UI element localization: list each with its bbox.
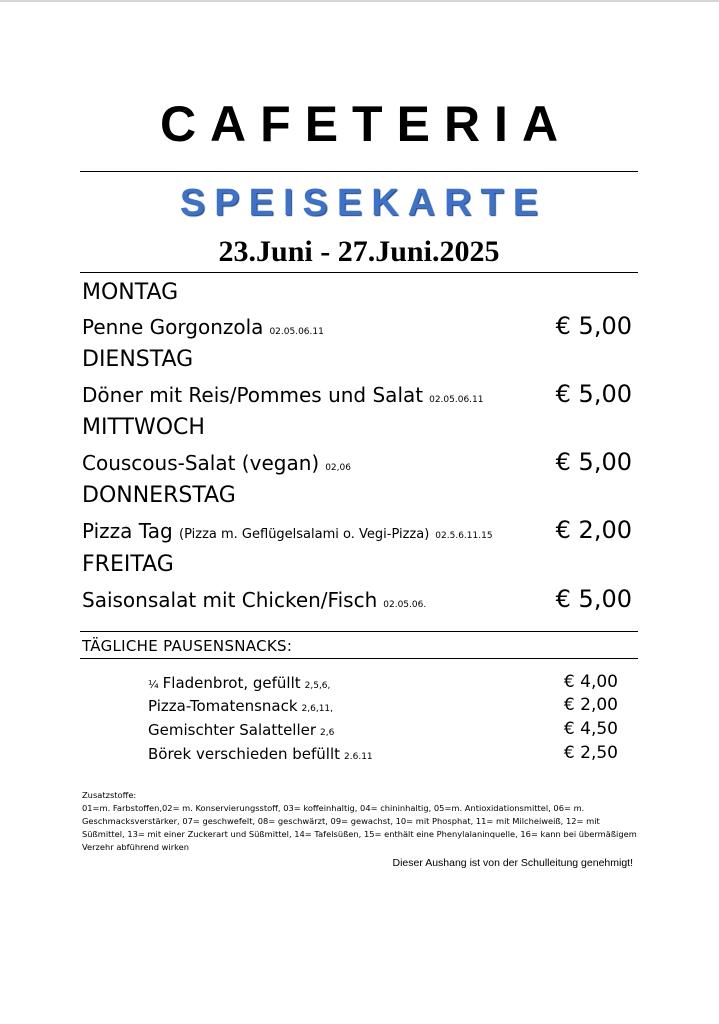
snack-price: € 2,00 xyxy=(563,695,618,715)
dish-name: Döner mit Reis/Pommes und Salat xyxy=(82,383,424,407)
additive-codes: 02.5.6.11.15 xyxy=(435,531,493,541)
day-label-monday: MONTAG xyxy=(82,280,179,305)
additive-codes: 2,5,6, xyxy=(304,681,331,691)
dish-thursday xyxy=(82,517,493,550)
approval-note: Dieser Aushang ist von der Schulleitung genehmigt! xyxy=(392,857,633,869)
day-label-thursday: DONNERSTAG xyxy=(82,483,236,508)
page-top-edge xyxy=(0,0,719,2)
snack-price: € 2,50 xyxy=(563,743,618,763)
quarter-fraction: ¼ xyxy=(148,678,159,691)
day-label-friday: FREITAG xyxy=(82,552,174,577)
snacks-top-divider xyxy=(80,631,638,632)
additives-heading: Zusatzstoffe: xyxy=(82,790,137,800)
snack-item xyxy=(148,672,330,697)
snack-item xyxy=(148,695,333,720)
dish-name: Saisonsalat mit Chicken/Fisch xyxy=(82,588,378,612)
price-thursday: € 2,00 xyxy=(555,516,632,544)
snack-price: € 4,00 xyxy=(563,672,618,692)
snack-price: € 4,50 xyxy=(563,719,618,739)
price-monday: € 5,00 xyxy=(555,312,632,340)
additive-codes: 2.6.11 xyxy=(344,752,373,762)
dish-name: Penne Gorgonzola xyxy=(82,315,264,339)
snack-name: Pizza-Tomatensnack xyxy=(148,697,298,715)
snack-name: Börek verschieden befüllt xyxy=(148,745,341,763)
snack-item xyxy=(148,743,373,768)
additives-text: 01=m. Farbstoffen,02= m. Konservierungsstoff, 03= koffeinhaltig, 04= chininhaltig, 05=m. Antioxidationsmittel, 06= m. Geschmacksverstärker, 07= geschwefelt, 08= geschwärzt, 09= gewachst, 10= mit Phosphat, 11= mit Milcheiweiß, 12= mit Süßmittel, 13= mit einer Zuckerart und Süßmittel, 14= Tafelsüßen, 15= enthält eine Phenylalaninquelle, 16= kann bei übermäßigem Verzehr abführend wirken xyxy=(82,803,637,852)
day-label-wednesday: MITTWOCH xyxy=(82,415,205,440)
price-wednesday: € 5,00 xyxy=(555,448,632,476)
date-divider xyxy=(80,272,638,273)
date-range: 23.Juni - 27.Juni.2025 xyxy=(218,235,500,268)
additives-legend xyxy=(82,789,642,854)
price-tuesday: € 5,00 xyxy=(555,380,632,408)
dish-name: Pizza Tag xyxy=(82,519,173,543)
additive-codes: 02.05.06.11 xyxy=(429,395,484,405)
day-label-tuesday: DIENSTAG xyxy=(82,347,194,372)
dish-note: (Pizza m. Geflügelsalami o. Vegi-Pizza) xyxy=(179,527,430,542)
dish-name: Couscous-Salat (vegan) xyxy=(82,451,320,475)
dish-friday xyxy=(82,586,426,619)
snack-name: Gemischter Salatteller xyxy=(148,721,317,739)
snack-item xyxy=(148,719,334,744)
additive-codes: 02.05.06.11 xyxy=(269,327,324,337)
menu-subtitle: SPEISEKARTE xyxy=(179,182,548,224)
additive-codes: 02,06 xyxy=(325,463,351,473)
additive-codes: 02.05.06. xyxy=(383,600,427,610)
snack-name: Fladenbrot, gefüllt xyxy=(162,674,301,692)
title-divider xyxy=(80,171,638,172)
snacks-heading-divider xyxy=(80,658,638,659)
additive-codes: 2,6 xyxy=(320,728,335,738)
additive-codes: 2,6,11, xyxy=(301,704,334,714)
snacks-heading: TÄGLICHE PAUSENSNACKS: xyxy=(82,637,293,655)
page-title: CAFETERIA xyxy=(159,96,573,152)
dish-monday xyxy=(82,313,324,346)
dish-wednesday xyxy=(82,449,351,482)
dish-tuesday xyxy=(82,381,484,414)
price-friday: € 5,00 xyxy=(555,585,632,613)
